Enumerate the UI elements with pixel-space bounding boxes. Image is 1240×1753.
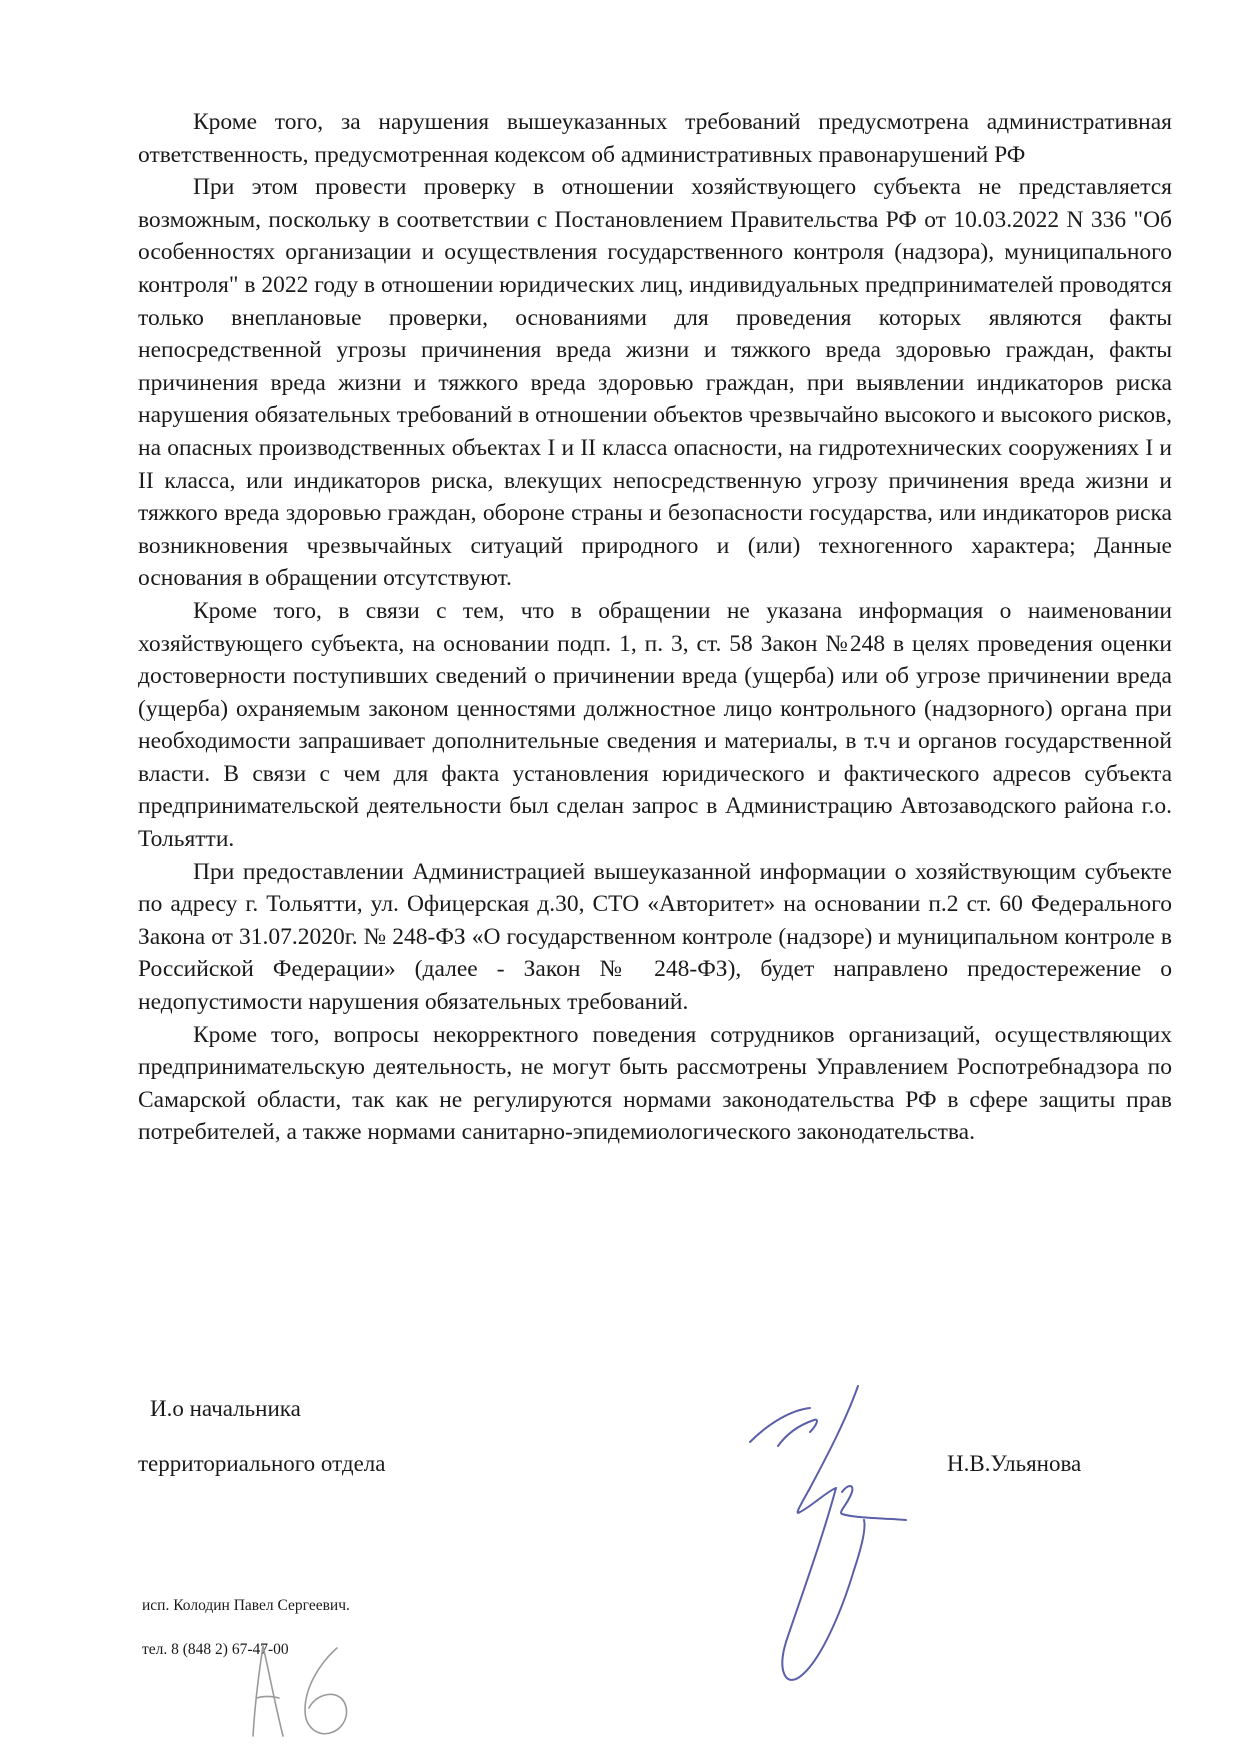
phone-line: тел. 8 (848 2) 67-47-00 (142, 1641, 289, 1658)
signatory-title-line-2: территориального отдела (138, 1451, 386, 1476)
executor-line: исп. Колодин Павел Сергеевич. (142, 1597, 350, 1614)
signatory-name: Н.В.Ульянова (947, 1451, 1082, 1476)
pencil-page-mark-icon (245, 1632, 375, 1742)
paragraph-inspection-impossible: При этом провести проверку в отношении хозяйствующего субъекта не представляется возможным, поскольку в соответствии с Постановлением Правительства РФ от 10.03.2022 N 336 "Об особенностях организации и осуществления государственного контроля (надзора), муниципального контроля" в 2022 году в отношении юридических лиц, индивидуальных предпринимателей проводятся только внеплановые проверки, основаниями для проведения которых являются факты непосредственной угрозы причинения вреда жизни и тяжкого вреда здоровью граждан, факты причинения вреда жизни и тяжкого вреда здоровью граждан, при выявлении индикаторов риска нарушения обязательных требований в отношении объектов чрезвычайно высокого и высокого рисков, на опасных производственных объектах I и II класса опасности, на гидротехнических сооружениях I и II класса, или индикаторов риска, влекущих непосредственную угрозу причинения вреда жизни и тяжкого вреда здоровью граждан, обороне страны и безопасности государства, или индикаторов риска возникновения чрезвычайных ситуаций природного и (или) техногенного характера; Данные основания в обращении отсутствуют. (138, 174, 1172, 592)
paragraph-warning: При предоставлении Администрацией вышеуказанной информации о хозяйствующим субъекте по адресу г. Тольятти, ул. Офицерская д.30, СТО «Авторитет» на основании п.2 ст. 60 Федерального Закона от 31.07.2020г. № 248-ФЗ «О государственном контроле (надзоре) и муниципальном контроле в Российской Федерации» (далее - Закон № 248-ФЗ), будет направлено предостережение о недопустимости нарушения обязательных требований. (138, 858, 1172, 1016)
signatory-title-line-1: И.о начальника (150, 1396, 301, 1421)
paragraph-liability: Кроме того, за нарушения вышеуказанных требований предусмотрена административная ответственность, предусмотренная кодексом об административных правонарушений РФ (138, 109, 1172, 168)
paragraph-staff-behavior: Кроме того, вопросы некорректного поведения сотрудников организаций, осуществляющих предпринимательскую деятельность, не могут быть рассмотрены Управлением Роспотребнадзора по Самарской области, так как не регулируются нормами законодательства РФ в сфере защиты прав потребителей, а также нормами санитарно-эпидемиологического законодательства. (138, 1021, 1172, 1146)
paragraph-information-request: Кроме того, в связи с тем, что в обращении не указана информация о наименовании хозяйствующего субъекта, на основании подп. 1, п. 3, ст. 58 Закон №248 в целях проведения оценки достоверности поступивших сведений о причинении вреда (ущерба) или об угрозе причинении вреда (ущерба) охраняемым законом ценностями должностное лицо контрольного (надзорного) органа при необходимости запрашивает дополнительные сведения и материалы, в т.ч и органов государственной власти. В связи с чем для факта установления юридического и фактического адресов субъекта предпринимательской деятельности был сделан запрос в Администрацию Автозаводского района г.о. Тольятти. (138, 597, 1172, 853)
handwritten-signature-icon (730, 1380, 990, 1700)
letter-body (138, 106, 1172, 1149)
